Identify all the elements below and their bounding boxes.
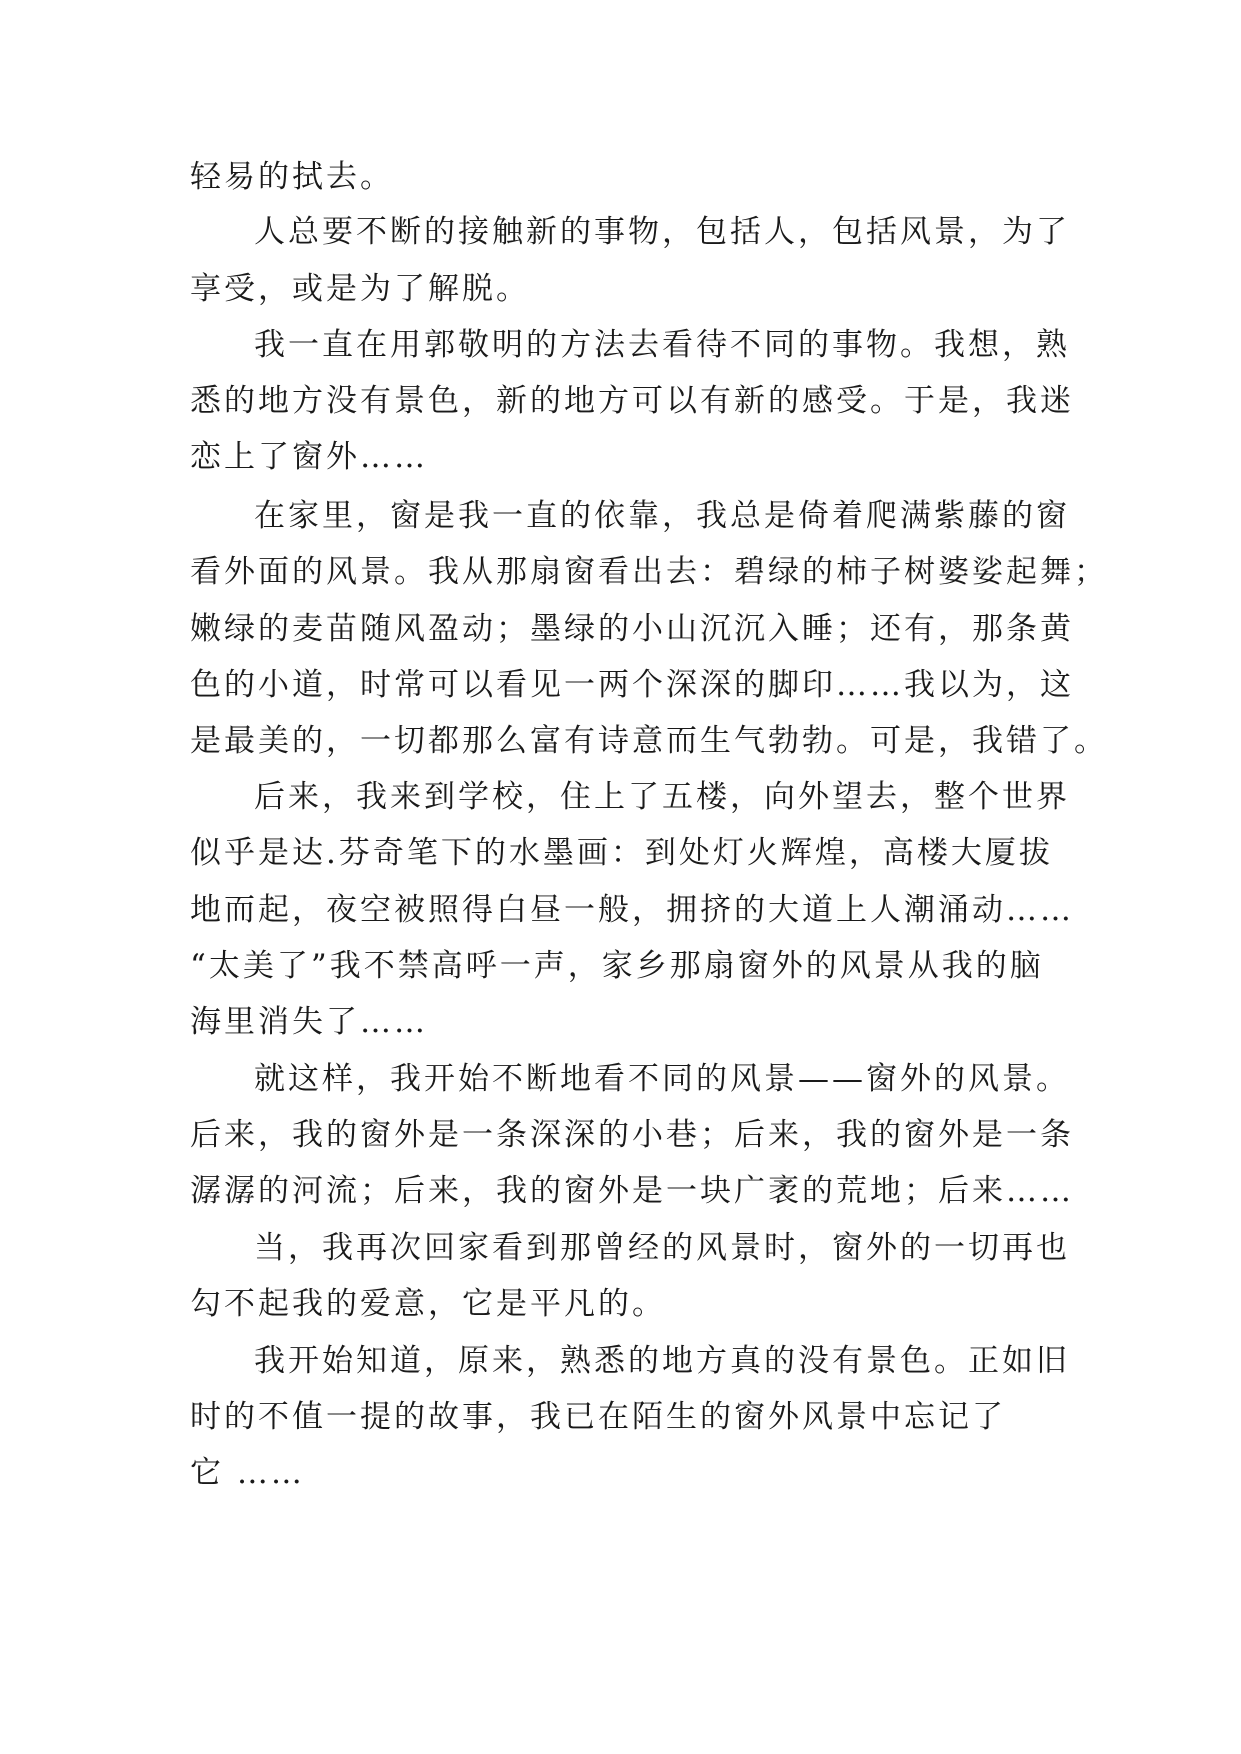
text-line: 色的小道，时常可以看见一两个深深的脚印……我以为，这	[190, 667, 1074, 703]
text-line: 嫩绿的麦苗随风盈动；墨绿的小山沉沉入睡；还有，那条黄	[190, 611, 1074, 647]
text-line: 悉的地方没有景色，新的地方可以有新的感受。于是，我迷	[190, 383, 1074, 419]
text-line: 享受，或是为了解脱。	[190, 271, 530, 307]
paragraph-start-line: 人总要不断的接触新的事物，包括人，包括风景，为了	[254, 214, 1070, 250]
paragraph-start-line: 就这样，我开始不断地看不同的风景——窗外的风景。	[254, 1061, 1070, 1097]
text-line: 后来，我的窗外是一条深深的小巷；后来，我的窗外是一条	[190, 1117, 1074, 1153]
text-line: 看外面的风景。我从那扇窗看出去：碧绿的柿子树婆娑起舞；	[190, 554, 1108, 590]
text-line: “太美了”我不禁高呼一声，家乡那扇窗外的风景从我的脑	[190, 948, 1044, 984]
text-line: 海里消失了……	[190, 1004, 428, 1040]
paragraph-start-line: 在家里，窗是我一直的依靠，我总是倚着爬满紫藤的窗	[254, 498, 1070, 534]
paragraph-start-line: 我一直在用郭敬明的方法去看待不同的事物。我想，熟	[254, 327, 1070, 363]
text-line: 轻易的拭去。	[190, 159, 394, 195]
text-line: 地而起，夜空被照得白昼一般，拥挤的大道上人潮涌动……	[190, 892, 1074, 928]
text-line: 潺潺的河流；后来，我的窗外是一块广袤的荒地；后来……	[190, 1173, 1074, 1209]
text-line: 恋上了窗外……	[190, 439, 428, 475]
text-line: 是最美的，一切都那么富有诗意而生气勃勃。可是，我错了。	[190, 723, 1108, 759]
text-line: 勾不起我的爱意，它是平凡的。	[190, 1286, 666, 1322]
paragraph-start-line: 我开始知道，原来，熟悉的地方真的没有景色。正如旧	[254, 1343, 1070, 1379]
text-line: 似乎是达.芬奇笔下的水墨画：到处灯火辉煌，高楼大厦拔	[190, 835, 1053, 871]
paragraph-start-line: 当，我再次回家看到那曾经的风景时，窗外的一切再也	[254, 1230, 1070, 1266]
text-line: 它 ……	[190, 1455, 305, 1491]
text-line: 时的不值一提的故事，我已在陌生的窗外风景中忘记了	[190, 1399, 1006, 1435]
paragraph-start-line: 后来，我来到学校，住上了五楼，向外望去，整个世界	[254, 779, 1070, 815]
